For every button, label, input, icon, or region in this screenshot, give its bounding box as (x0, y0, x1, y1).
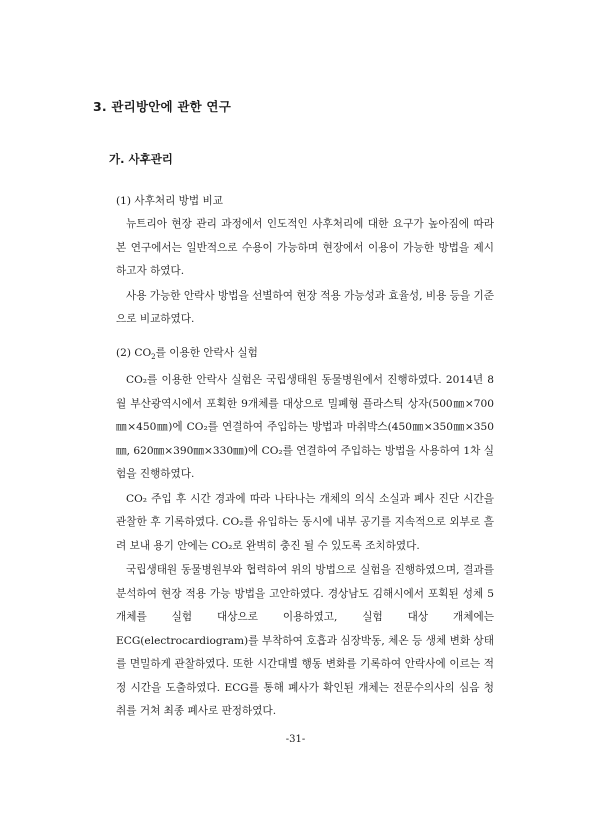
subsection-heading: 가. 사후관리 (109, 152, 173, 166)
section-1 (116, 190, 494, 332)
section-2-paragraph-3: 국립생태원 동물병원부와 협력하여 위의 방법으로 실험을 진행하였으며, 결과를 분석하여 현장 적용 가능 방법을 고안하였다. 경상남도 김해시에서 포획된 성체 5개체를 실험 대상으로 이용하였고, 실험 대상 개체에는 ECG(electrocardiogram)를 부착하여 호흡과 심장박동, 체온 등 생체 변화 상태를 면밀하게 관찰하였다. 또한 시간대별 행동 변화를 기록하여 안락사에 이르는 적정 시간을 도출하였다. ECG를 통해 폐사가 확인된 개체는 전문수의사의 심음 청취를 거쳐 최종 폐사로 판정하였다. (116, 564, 494, 718)
section-2 (116, 342, 494, 724)
section-heading: 3. 관리방안에 관한 연구 (93, 99, 231, 114)
section-1-title: (1) 사후처리 방법 비교 (116, 195, 223, 207)
section-1-paragraph-1: 뉴트리아 현장 관리 과정에서 인도적인 사후처리에 대한 요구가 높아짐에 따라 본 연구에서는 일반적으로 수용이 가능하며 현장에서 이용이 가능한 방법을 제시하고자 하였다. (116, 218, 494, 277)
section-2-title: (2) $CO_2$를 이용한 안락사 실험 (116, 347, 258, 362)
page-number: -31- (285, 734, 306, 745)
section-2-paragraph-1: CO₂를 이용한 안락사 실험은 국립생태원 동물병원에서 진행하였다. 2014년 8월 부산광역시에서 포획한 9개체를 대상으로 밀폐형 플라스틱 상자(500㎜×700㎜×450㎜)에 CO₂를 연결하여 주입하는 방법과 마취박스(450㎜×350㎜×350㎜, 620㎜×390㎜×330㎜)에 CO₂를 연결하여 주입하는 방법을 사용하여 1차 실험을 진행하였다. (116, 374, 494, 481)
section-2-paragraph-2: CO₂ 주입 후 시간 경과에 따라 나타나는 개체의 의식 소실과 폐사 진단 시간을 관찰한 후 기록하였다. CO₂를 유입하는 동시에 내부 공기를 지속적으로 외부로 흘려 보내 용기 안에는 CO₂로 완벽히 충진 될 수 있도록 조치하였다. (116, 492, 494, 552)
section-1-paragraph-2: 사용 가능한 안락사 방법을 선별하여 현장 적용 가능성과 효율성, 비용 등을 기준으로 비교하였다. (116, 289, 494, 325)
